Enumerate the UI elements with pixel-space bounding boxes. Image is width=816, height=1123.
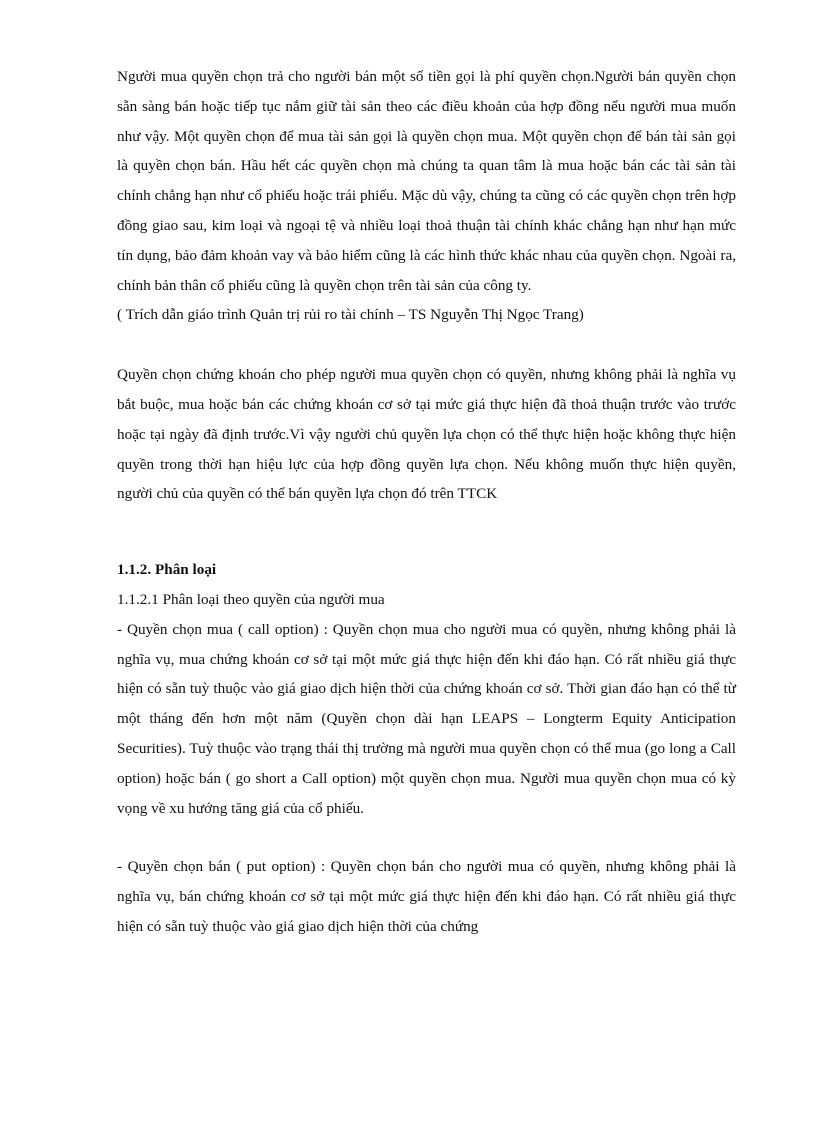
spacer [117, 330, 736, 360]
spacer [117, 823, 736, 852]
section-heading: 1.1.2. Phân loại [117, 561, 217, 579]
spacer [117, 509, 736, 555]
paragraph-stock-option: Quyền chọn chứng khoán cho phép người mua quyền chọn có quyền, nhưng không phải là nghĩa vụ bắt buộc, mua hoặc bán các chứng khoán cơ sở tại mức giá thực hiện đã thoả thuận trước vào trước hoặc tại ngày đã định trước.Vì vậy người chủ quyền lựa chọn có thể thực hiện hoặc không thực hiện quyền trong thời hạn hiệu lực của hợp đồng quyền lựa chọn. Nếu không muốn thực hiện quyền, người chủ của quyền có thể bán quyền lựa chọn đó trên TTCK [117, 366, 736, 503]
citation: ( Trích dẫn giáo trình Quản trị rủi ro tài chính – TS Nguyễn Thị Ngọc Trang) [117, 306, 584, 324]
paragraph-call-option: - Quyền chọn mua ( call option) : Quyền chọn mua cho người mua có quyền, nhưng không phải là nghĩa vụ, mua chứng khoán cơ sở tại một mức giá thực hiện đến khi đáo hạn. Có rất nhiều giá thực hiện có sẵn tuỳ thuộc vào giá giao dịch hiện thời của chứng khoán cơ sở. Thời gian đáo hạn có thể từ một tháng đến hơn một năm (Quyền chọn dài hạn LEAPS – Longterm Equity Anticipation Securities). Tuỳ thuộc vào trạng thái thị trường mà người mua quyền chọn có thể mua (go long a Call option) hoặc bán ( go short a Call option) một quyền chọn mua. Người mua quyền chọn mua có kỳ vọng về xu hướng tăng giá của cổ phiếu. [117, 620, 736, 817]
section-subheading: 1.1.2.1 Phân loại theo quyền của người mua [117, 590, 385, 608]
paragraph-put-option: - Quyền chọn bán ( put option) : Quyền chọn bán cho người mua có quyền, nhưng không phải là nghĩa vụ, bán chứng khoán cơ sở tại một mức giá thực hiện đến khi đáo hạn. Có rất nhiều giá thực hiện có sẵn tuỳ thuộc vào giá giao dịch hiện thời của chứng [117, 858, 736, 935]
paragraph-option-definition: Người mua quyền chọn trả cho người bán một số tiền gọi là phí quyền chọn.Người bán quyền chọn sẵn sàng bán hoặc tiếp tục nắm giữ tài sản theo các điều khoản của hợp đồng nếu người mua muốn như vậy. Một quyền chọn để mua tài sản gọi là quyền chọn mua. Một quyền chọn để bán tài sản gọi là quyền chọn bán. Hầu hết các quyền chọn mà chúng ta quan tâm là mua hoặc bán các tài sản tài chính chẳng hạn như cổ phiếu hoặc trái phiếu. Mặc dù vậy, chúng ta cũng có các quyền chọn trên hợp đồng giao sau, kim loại và ngoại tệ và nhiều loại thoả thuận tài chính khác chẳng hạn như hạn mức tín dụng, bảo đảm khoản vay và bảo hiểm cũng là các hình thức khác nhau của quyền chọn. Ngoài ra, chính bản thân cổ phiếu cũng là quyền chọn trên tài sản của công ty. [117, 68, 736, 294]
